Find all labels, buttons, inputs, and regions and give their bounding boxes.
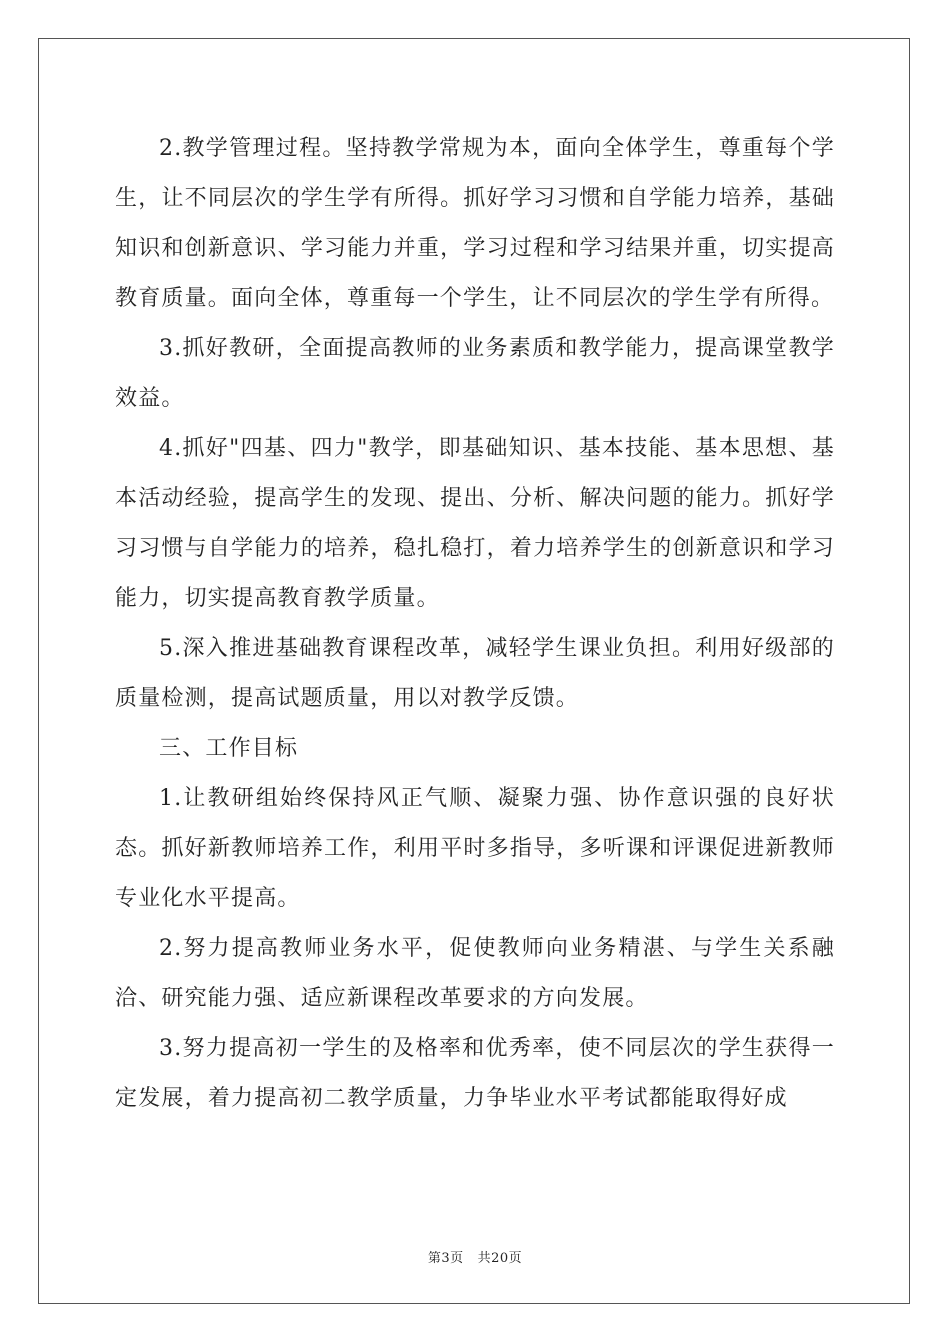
page-number: 第3页: [427, 1251, 464, 1266]
paragraph-item-4-four-basics: 4.抓好"四基、四力"教学，即基础知识、基本技能、基本思想、基本活动经验，提高学生的发现、提出、分析、解决问题的能力。抓好学习习惯与自学能力的培养，稳扎稳打，着力培养学生的创新意识和学习能力，切实提高教育教学质量。: [115, 436, 835, 611]
paragraph-item-5-curriculum-reform: 5.深入推进基础教育课程改革，减轻学生课业负担。利用好级部的质量检测，提高试题质量，用以对教学反馈。: [115, 636, 835, 711]
paragraph-item-3-teaching-research: 3.抓好教研，全面提高教师的业务素质和教学能力，提高课堂教学效益。: [115, 336, 835, 411]
page-total: 共20页: [477, 1251, 523, 1266]
paragraph-goal-3: 3.努力提高初一学生的及格率和优秀率，使不同层次的学生获得一定发展，着力提高初二教学质量，力争毕业水平考试都能取得好成: [115, 1036, 835, 1111]
paragraph-goal-2: 2.努力提高教师业务水平，促使教师向业务精湛、与学生关系融洽、研究能力强、适应新课程改革要求的方向发展。: [115, 936, 835, 1011]
document-body: [115, 124, 835, 1124]
section-heading-work-goals: 三、工作目标: [159, 736, 299, 761]
paragraph-goal-1: 1.让教研组始终保持风正气顺、凝聚力强、协作意识强的良好状态。抓好新教师培养工作，利用平时多指导，多听课和评课促进新教师专业化水平提高。: [115, 786, 835, 911]
page-footer: [0, 1247, 950, 1266]
paragraph-item-2-teaching-management: 2.教学管理过程。坚持教学常规为本，面向全体学生，尊重每个学生，让不同层次的学生学有所得。抓好学习习惯和自学能力培养，基础知识和创新意识、学习能力并重，学习过程和学习结果并重，切实提高教育质量。面向全体，尊重每一个学生，让不同层次的学生学有所得。: [115, 136, 835, 311]
